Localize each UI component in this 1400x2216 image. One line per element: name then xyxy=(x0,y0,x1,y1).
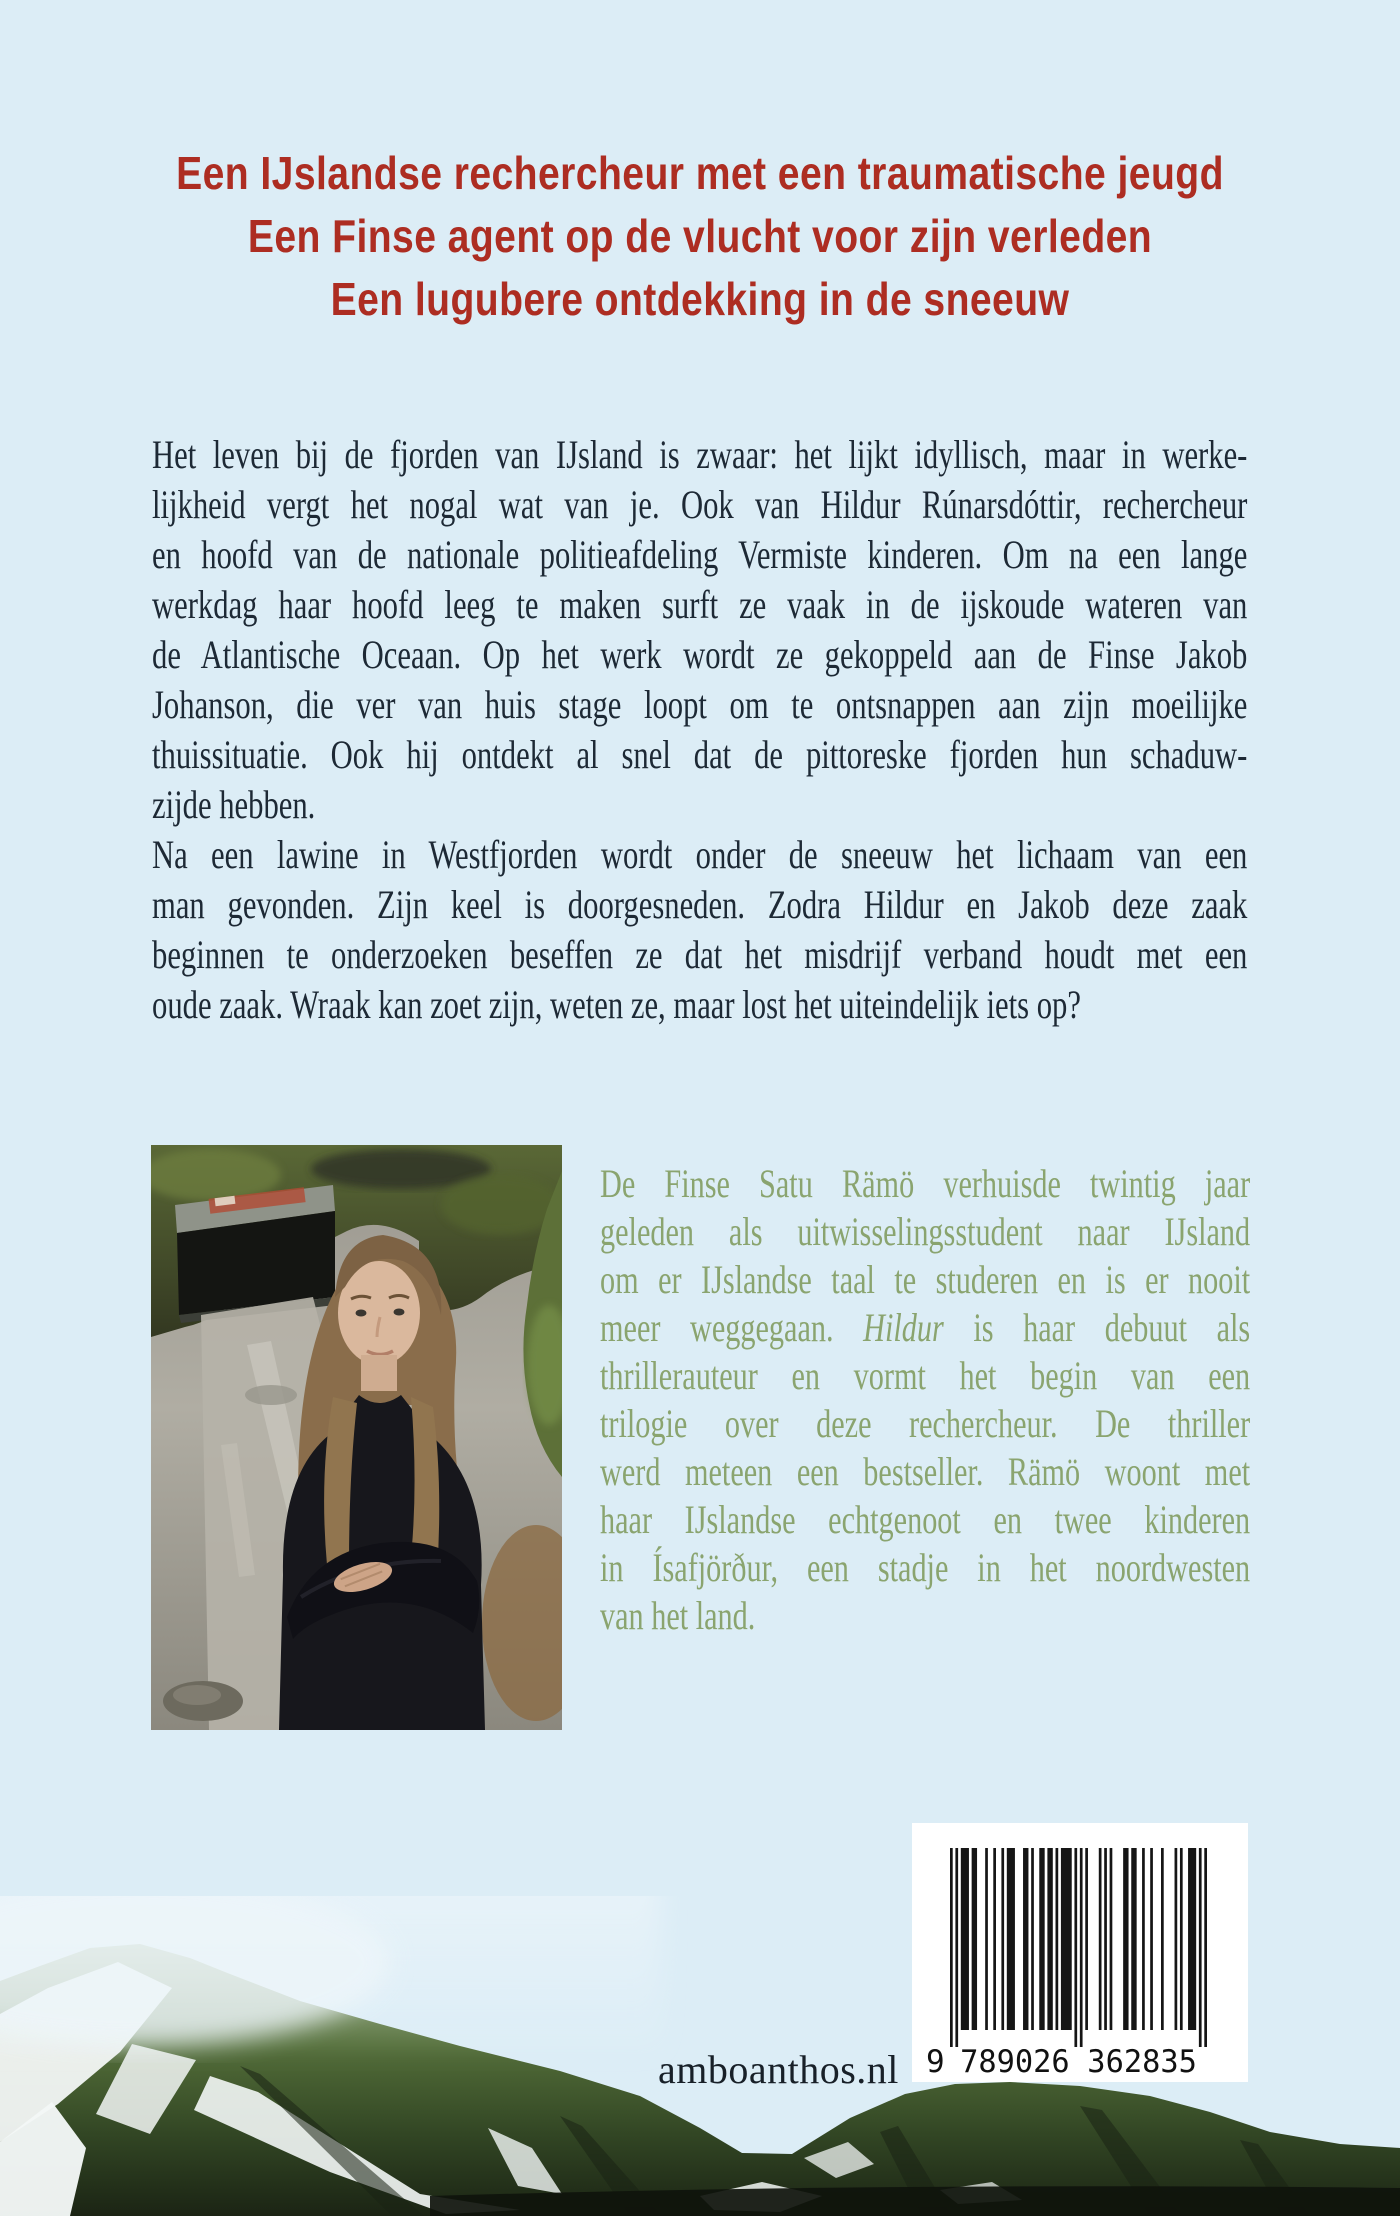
svg-text:362835: 362835 xyxy=(1087,2044,1197,2080)
synopsis-line: Na een lawine in Westfjorden wordt onder de sneeuw het lichaam van een xyxy=(152,832,1248,877)
synopsis-line: zijde hebben. xyxy=(152,782,316,827)
headline-line: Een Finse agent op de vlucht voor zijn verleden xyxy=(247,210,1153,262)
synopsis-line: man gevonden. Zijn keel is doorgesneden. Zodra Hildur en Jakob deze zaak xyxy=(152,882,1248,927)
bio-line: trilogie over deze rechercheur. De thriller xyxy=(600,1401,1251,1446)
bio-line: geleden als uitwisselingsstudent naar IJsland xyxy=(600,1209,1251,1254)
publisher-url: amboanthos.nl xyxy=(658,2047,899,2092)
synopsis-line: werkdag haar hoofd leeg te maken surft ze vaak in de ijskoude wateren van xyxy=(152,582,1248,627)
bio-line: van het land. xyxy=(600,1593,756,1638)
headline-line: Een IJslandse rechercheur met een traumatische jeugd xyxy=(176,147,1224,199)
svg-text:9: 9 xyxy=(926,2044,945,2080)
headline xyxy=(105,142,1295,331)
synopsis-line: beginnen te onderzoeken beseffen ze dat het misdrijf verband houdt met een xyxy=(152,932,1248,977)
synopsis-line: lijkheid vergt het nogal wat van je. Ook van Hildur Rúnarsdóttir, rechercheur xyxy=(152,482,1248,527)
barcode-bars xyxy=(912,1823,1248,2082)
synopsis-line: en hoofd van de nationale politieafdeling Vermiste kinderen. Om na een lange xyxy=(152,532,1248,577)
bio-line: werd meteen een bestseller. Rämö woont met xyxy=(600,1449,1251,1494)
author-bio xyxy=(600,1160,1250,1640)
synopsis xyxy=(152,430,1247,1030)
bio-line: om er IJslandse taal te studeren en is er nooit xyxy=(600,1257,1251,1302)
bio-line: meer weggegaan. Hildur is haar debuut als xyxy=(600,1305,1251,1350)
synopsis-line: Johanson, die ver van huis stage loopt om te ontsnappen aan zijn moeilijke xyxy=(152,682,1248,727)
bio-line: thrillerauteur en vormt het begin van een xyxy=(600,1353,1251,1398)
author-photo-image xyxy=(151,1145,562,1730)
author-photo xyxy=(151,1145,562,1730)
bio-line: in Ísafjörður, een stadje in het noordwesten xyxy=(600,1545,1251,1590)
synopsis-line: de Atlantische Oceaan. Op het werk wordt ze gekoppeld aan de Finse Jakob xyxy=(152,632,1248,677)
bio-line: De Finse Satu Rämö verhuisde twintig jaar xyxy=(600,1161,1251,1206)
synopsis-line: thuissituatie. Ook hij ontdekt al snel dat de pittoreske fjorden hun schaduw- xyxy=(152,732,1248,777)
synopsis-line: oude zaak. Wraak kan zoet zijn, weten ze, maar lost het uiteindelijk iets op? xyxy=(152,982,1081,1027)
neck xyxy=(361,1355,397,1391)
barcode xyxy=(912,1823,1248,2082)
headline-line: Een lugubere ontdekking in de sneeuw xyxy=(330,273,1070,325)
synopsis-line: Het leven bij de fjorden van IJsland is zwaar: het lijkt idyllisch, maar in werke- xyxy=(152,432,1248,477)
bio-line: haar IJslandse echtgenoot en twee kinderen xyxy=(600,1497,1251,1542)
svg-text:789026: 789026 xyxy=(960,2044,1070,2080)
